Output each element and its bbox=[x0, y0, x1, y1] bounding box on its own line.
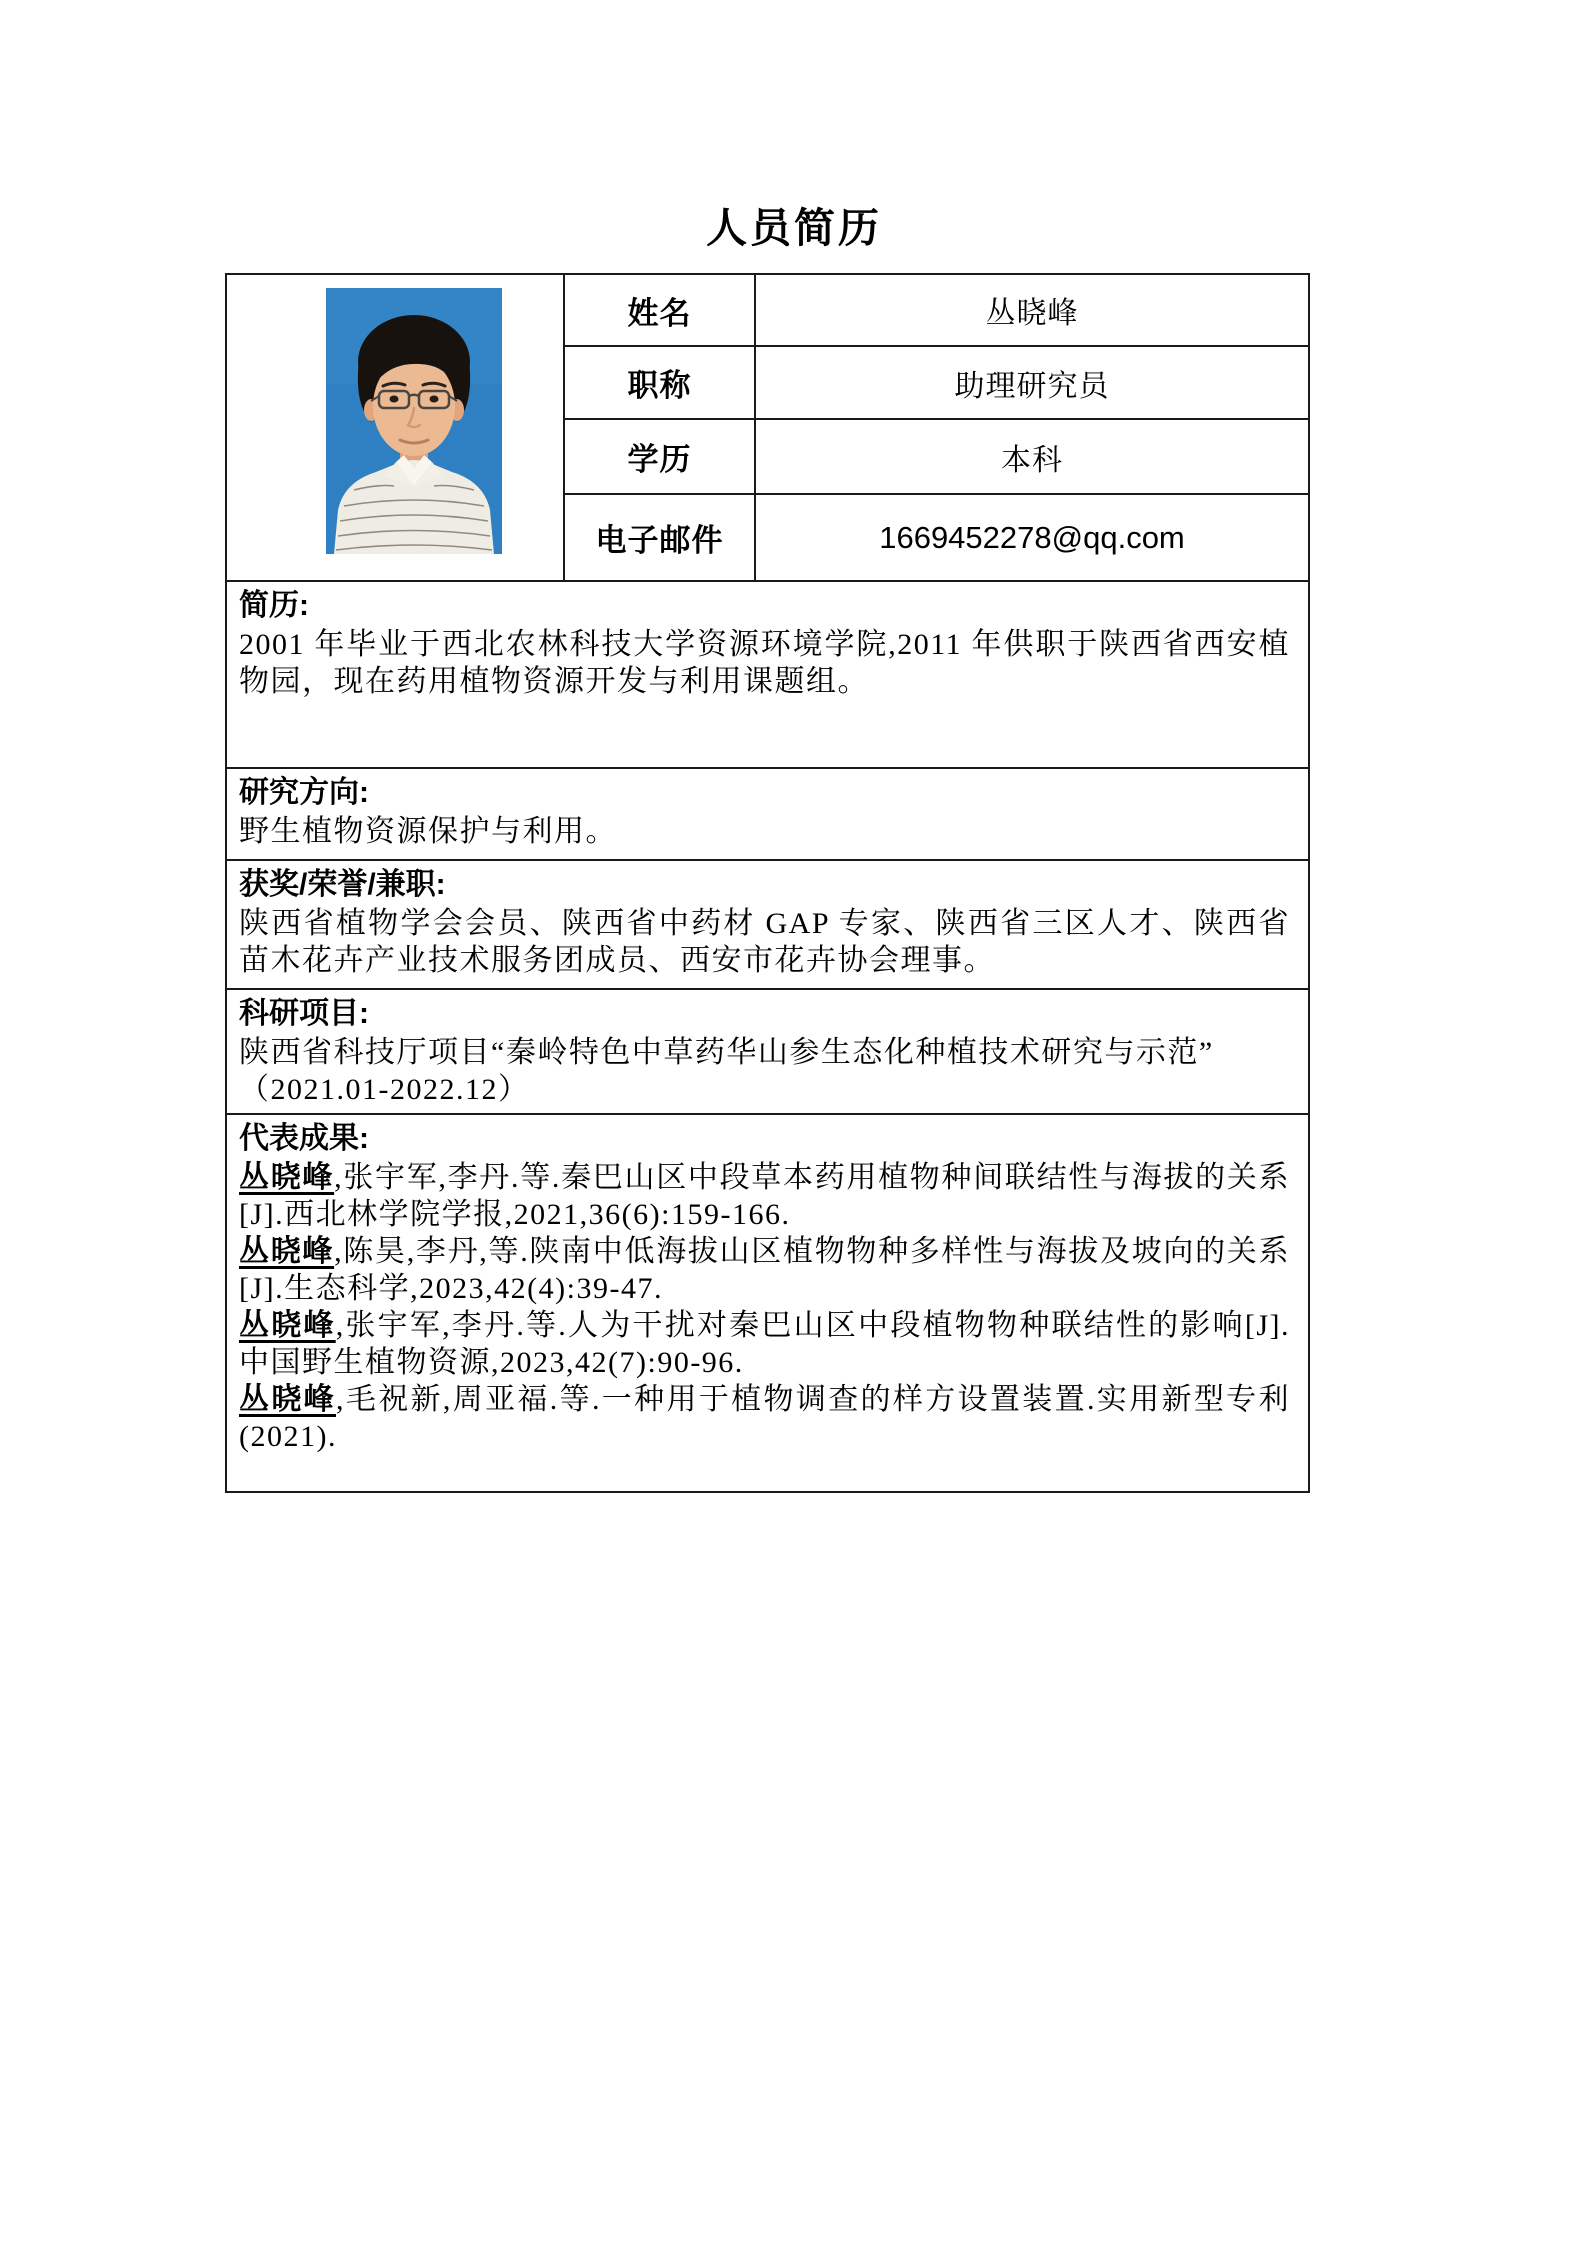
research-direction-heading: 研究方向: bbox=[239, 776, 369, 809]
project-period-line: （2021.01-2022.12） bbox=[239, 1073, 530, 1106]
education-label: 学历 bbox=[565, 420, 756, 495]
page-title: 人员简历 bbox=[706, 205, 882, 251]
research-direction-body bbox=[239, 813, 1290, 850]
section-research-direction bbox=[227, 767, 1308, 859]
section-awards-honors bbox=[227, 859, 1308, 988]
publication-text: ,陈昊,李丹,等.陕南中低海拔山区植物物种多样性与海拔及坡向的关系[J].生态科学,2023,42(4):39-47. bbox=[239, 1235, 1291, 1305]
biography-body bbox=[239, 626, 1290, 700]
publication-text: ,张宇军,李丹.等.秦巴山区中段草本药用植物种间联结性与海拔的关系[J].西北林学院学报,2021,36(6):159-166. bbox=[239, 1161, 1291, 1231]
publication-text: ,张宇军,李丹.等.人为干扰对秦巴山区中段植物物种联结性的影响[J].中国野生植物资源,2023,42(7):90-96. bbox=[239, 1309, 1291, 1379]
name-label: 姓名 bbox=[565, 275, 756, 347]
section-biography bbox=[227, 580, 1308, 767]
publication-author: 丛晓峰 bbox=[239, 1383, 337, 1416]
awards-honors-paragraph: 陕西省植物学会会员、陕西省中药材 GAP 专家、陕西省三区人才、陕西省苗木花卉产业技术服务团成员、西安市花卉协会理事。 bbox=[239, 907, 1290, 977]
project-title-line: 陕西省科技厅项目“秦岭特色中草药华山参生态化种植技术研究与示范” bbox=[239, 1036, 1214, 1069]
education-value: 本科 bbox=[756, 420, 1308, 495]
research-projects-heading: 科研项目: bbox=[239, 997, 369, 1030]
publication-author: 丛晓峰 bbox=[239, 1161, 335, 1194]
awards-honors-heading: 获奖/荣誉/兼职: bbox=[239, 868, 446, 901]
biography-paragraph: 2001 年毕业于西北农林科技大学资源环境学院,2011 年供职于陕西省西安植物园，现在药用植物资源开发与利用课题组。 bbox=[239, 628, 1290, 698]
research-direction-paragraph: 野生植物资源保护与利用。 bbox=[239, 815, 617, 848]
publication-entry bbox=[239, 1381, 1290, 1455]
name-value: 丛晓峰 bbox=[756, 275, 1308, 347]
publication-author: 丛晓峰 bbox=[239, 1309, 336, 1342]
research-projects-body bbox=[239, 1034, 1290, 1108]
email-address: 1669452278@qq.com bbox=[879, 519, 1185, 555]
publication-author: 丛晓峰 bbox=[239, 1235, 335, 1268]
awards-honors-body bbox=[239, 905, 1290, 979]
email-label: 电子邮件 bbox=[565, 495, 756, 580]
biography-heading: 简历: bbox=[239, 589, 309, 622]
section-achievements bbox=[227, 1113, 1308, 1491]
job-title-label: 职称 bbox=[565, 347, 756, 420]
achievements-heading: 代表成果: bbox=[239, 1122, 369, 1155]
section-research-projects bbox=[227, 988, 1308, 1113]
job-title-value: 助理研究员 bbox=[756, 347, 1308, 420]
publication-text: ,毛祝新,周亚福.等.一种用于植物调查的样方设置装置.实用新型专利(2021). bbox=[239, 1383, 1291, 1453]
photo-cell bbox=[227, 275, 565, 580]
achievements-body bbox=[239, 1159, 1290, 1455]
email-value bbox=[756, 495, 1308, 580]
profile-photo bbox=[326, 288, 502, 554]
publication-entry bbox=[239, 1307, 1290, 1381]
profile-header bbox=[227, 275, 1308, 580]
publication-entry bbox=[239, 1233, 1290, 1307]
publication-entry bbox=[239, 1159, 1290, 1233]
resume-table bbox=[225, 273, 1310, 1493]
